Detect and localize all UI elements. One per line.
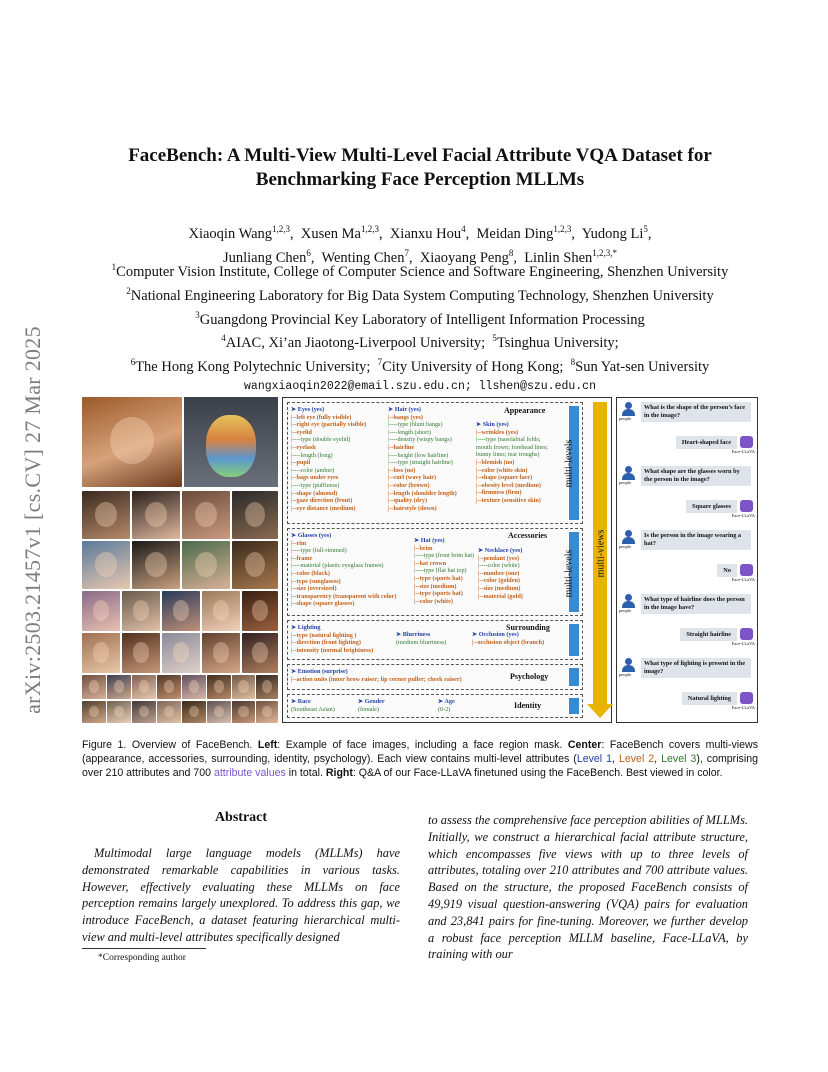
arxiv-id: arXiv:2503.21457v1 [cs.CV] 27 Mar 2025	[20, 326, 45, 714]
qa-question: What type of hairline does the person in the image have?	[641, 594, 751, 614]
attribute-entry: ➤ Hair (yes)	[388, 406, 421, 413]
attribute-entry: |--frame	[291, 554, 313, 562]
caption-fragment: Left	[257, 739, 278, 751]
attribute-entry: |----color (amber)	[291, 466, 335, 474]
attribute-entry: |--texture (sensitive skin)	[476, 496, 541, 504]
emotion-attributes	[291, 668, 462, 683]
face-llava-label: Face-LLaVA	[731, 513, 755, 518]
author-affil-sup: 8	[508, 247, 514, 258]
face-llava-label: Face-LLaVA	[731, 641, 755, 646]
caption-fragment: attribute values	[213, 767, 286, 779]
person-icon	[619, 530, 635, 549]
occlusion-attributes	[472, 631, 544, 646]
age-attributes	[438, 698, 455, 713]
affiliation-line-5: $^6$The Hong Kong Polytechnic University; $^7$City University of Hong Kong; $^8$Sun Yat-sen University	[130, 357, 710, 376]
skin-attributes	[476, 421, 548, 505]
hair-attributes	[388, 406, 457, 512]
face-image	[202, 591, 240, 631]
face-image	[157, 701, 181, 723]
author-affil-sup: 1,2,3	[272, 224, 291, 234]
attribute-entry: |----type (full-rimmed)	[291, 547, 347, 555]
hat-attributes	[414, 537, 474, 605]
caption-fragment: : FaceBench covers multi-views (appearance, accessories, surrounding, identity, psychology). Each view contains multi-level attributes (	[82, 739, 759, 765]
face-image	[182, 701, 206, 723]
abstract-text-left: Multimodal large language models (MLLMs) have demonstrated remarkable capabilities in various tasks. However, effectively evaluating these MLLMs on face perception remains largely unexplored. To address this gap, we introduce FaceBench, a dataset featuring hierarchical multi-view and multi-level attributes specifically designed	[82, 846, 400, 944]
attribute-entry: ➤ Race	[291, 698, 311, 705]
attribute-entry: |--occlusion object (branch)	[472, 638, 545, 646]
face-llava-label: Face-LLaVA	[731, 577, 755, 582]
title-line-2: Benchmarking Face Perception MLLMs	[255, 169, 585, 190]
face-image	[182, 675, 206, 699]
caption-fragment: Right	[325, 767, 353, 779]
attribute-entry: (female)	[358, 705, 379, 713]
affiliations	[70, 258, 770, 396]
attribute-entry: ➤ Gender	[358, 698, 385, 705]
attribute-entry: |--hat crown	[414, 559, 447, 567]
author-affil-sup: 4	[461, 224, 466, 234]
panel-title-identity: Identity	[514, 701, 542, 710]
attribute-entry: |--loss (no)	[388, 466, 416, 474]
face-image	[232, 675, 255, 699]
attribute-entry: |--action units (inner brow raiser; lip corner puller; cheek raiser)	[291, 675, 462, 683]
attribute-entry: |--brim	[414, 544, 433, 552]
figure-caption	[82, 738, 758, 780]
face-image	[82, 491, 130, 539]
face-image	[256, 675, 278, 699]
affiliation: $^1$Computer Vision Institute, College of Computer Science and Software Engineering, Shenzhen University	[111, 262, 729, 280]
person-icon	[619, 402, 635, 421]
face-llava-robot-icon	[731, 564, 755, 582]
face-image	[162, 591, 200, 631]
paper-title	[80, 144, 760, 192]
multi-views-arrowhead	[587, 704, 613, 718]
attribute-entry: |--material (gold)	[478, 592, 523, 600]
race-attributes	[291, 698, 335, 713]
face-image	[207, 675, 231, 699]
author-affil-sup: 1,2,3	[553, 224, 572, 234]
qa-answer: Square glasses	[686, 500, 737, 513]
face-image	[82, 701, 106, 723]
panel-title-appearance: Appearance	[504, 406, 546, 415]
attribute-entry: |--direction (front lighting)	[291, 639, 361, 647]
qa-answer: Straight hairline	[680, 628, 737, 641]
attribute-entry: |--number (one)	[478, 569, 520, 577]
attribute-entry: |--shape (almond)	[291, 489, 338, 497]
attribute-entry: |--curl (wavy hair)	[388, 474, 437, 482]
author-affil-sup: 7	[404, 247, 409, 258]
necklace-attributes	[478, 547, 523, 600]
attribute-entry: |----length (short)	[388, 428, 431, 436]
attribute-entry: |----material (plastic eyeglass frames)	[291, 562, 384, 570]
author-name: Linlin Shen	[524, 249, 593, 266]
panel-title-psychology: Psychology	[510, 672, 549, 681]
people-label: people	[619, 608, 631, 613]
attribute-entry: (medium blurriness)	[396, 638, 447, 646]
person-icon	[619, 466, 635, 485]
affiliation-line-4: $^4$AIAC, Xi’an Jiaotong-Liverpool University; $^5$Tsinghua University;	[221, 333, 619, 352]
level-arrow-identity	[569, 698, 579, 714]
face-image	[202, 633, 240, 673]
authors-line-1: Xiaoqin Wang$^{1,2,3}$, Xusen Ma$^{1,2,3}$, Xianxu Hou$^4$, Meidan Ding$^{1,2,3}$, Yudong Li$^5$,	[188, 224, 652, 242]
attribute-entry: |--wrinkles (yes)	[476, 428, 519, 436]
person-icon	[619, 658, 635, 677]
attribute-entry: |----type (flat hat top)	[414, 567, 467, 575]
attribute-entry: |----type (puffiness)	[291, 481, 340, 489]
attribute-entry: |--color (golden)	[478, 577, 520, 585]
qa-answer: Natural lighting	[682, 692, 737, 705]
glasses-attributes	[291, 532, 396, 608]
attribute-entry: mouth frown; forehead lines;	[476, 443, 548, 451]
attribute-entry: |----type (front brim hat)	[414, 552, 475, 560]
author-affil-sup: 6	[306, 247, 311, 258]
level-arrow-surrounding	[569, 624, 579, 656]
face-image	[132, 701, 156, 723]
attribute-entry: |--size (medium)	[478, 584, 521, 592]
attribute-entry: |--size (oversized)	[291, 585, 337, 593]
caption-fragment: : Q&A of our Face-LLaVA finetuned using the FaceBench. Best viewed in color.	[352, 767, 723, 779]
attribute-entry: ➤ Occlusion (yes)	[472, 631, 519, 638]
blurriness-attributes	[396, 631, 446, 646]
person-icon	[619, 594, 635, 613]
face-image	[232, 541, 278, 589]
author-name: Xiaoyang Peng	[419, 249, 509, 266]
author-name: Xianxu Hou	[389, 225, 462, 242]
abstract-text-right: to assess the comprehensive face perception abilities of MLLMs. Initially, we construct a hierarchical facial attribute structure, which encompasses five views with up to three levels of attributes, totaling over 210 attributes and 700 attribute values. Based on the structure, the proposed FaceBench consists of 49,919 visual question-answering (VQA) pairs for evaluation and 23,841 pairs for fine-tuning. Moreover, we further develop a robust face perception MLLM baseline, Face-LLaVA, by training with our	[428, 813, 748, 962]
attribute-entry: |--color (brown)	[388, 481, 430, 489]
face-image	[132, 675, 156, 699]
affiliation-list	[70, 258, 770, 329]
attribute-entry: |--size (medium)	[414, 582, 457, 590]
attribute-entry: |--hairline	[388, 443, 415, 451]
qa-answer: Heart-shaped face	[676, 436, 737, 449]
caption-fragment: Level 3	[661, 753, 697, 765]
attribute-entry: |--type (sports hat)	[414, 574, 463, 582]
attribute-entry: |--eye distance (medium)	[291, 504, 356, 512]
face-image	[82, 591, 120, 631]
face-llava-robot-icon	[731, 692, 755, 710]
caption-fragment: Center	[567, 739, 602, 751]
panel-title-accessories: Accessories	[508, 531, 548, 540]
attribute-entry: |----type (double eyelid)	[291, 436, 351, 444]
panel-psychology	[287, 664, 583, 690]
attribute-entry: |--type (natural lighting )	[291, 631, 357, 639]
people-label: people	[619, 480, 631, 485]
caption-fragment: ), comprising over 210 attributes and 700	[82, 753, 758, 779]
qa-question: What type of lighting is present in the image?	[641, 658, 751, 678]
face-image	[107, 675, 131, 699]
panel-appearance	[287, 402, 583, 524]
face-image	[157, 675, 181, 699]
panel-identity	[287, 694, 583, 718]
arxiv-stamp	[18, 280, 48, 760]
attribute-entry: |--shape (square glasses)	[291, 600, 355, 608]
face-image	[242, 633, 278, 673]
attribute-entry: |--pendant (yes)	[478, 554, 520, 562]
attribute-entry: |--length (shoulder length)	[388, 489, 457, 497]
title-line-1: FaceBench: A Multi-View Multi-Level Facial Attribute VQA Dataset for	[128, 145, 712, 166]
caption-fragment: Level 1	[576, 753, 613, 765]
author-name: Wenting Chen	[321, 249, 405, 266]
attribute-entry: |----type (blunt bangs)	[388, 421, 443, 429]
attribute-entry: ➤ Lighting	[291, 624, 321, 631]
face-image	[107, 701, 131, 723]
people-label: people	[619, 416, 631, 421]
attribute-entry: ➤ Necklace (yes)	[478, 547, 523, 554]
caption-fragment: ,	[612, 753, 619, 765]
caption-fragment: : Example of face images, including a face region mask.	[277, 739, 568, 751]
attribute-entry: |--transparency (transparent with color)	[291, 592, 397, 600]
face-image	[242, 591, 278, 631]
attribute-entry: |--color (black)	[291, 569, 330, 577]
face-llava-robot-icon	[731, 500, 755, 518]
caption-fragment: in total.	[285, 767, 326, 779]
face-region-mask	[184, 397, 278, 487]
face-image	[132, 491, 180, 539]
attribute-entry: |--quality (dry)	[388, 497, 428, 505]
attribute-entry: (0-2)	[438, 705, 451, 713]
attribute-entry: |----type (straight hairline)	[388, 459, 453, 467]
attribute-entry: |----color (white)	[478, 562, 520, 570]
attribute-entry: |--bangs (yes)	[388, 413, 423, 421]
attribute-entry: (Southeast Asian)	[291, 705, 335, 713]
attribute-entry: |--gaze direction (front)	[291, 497, 353, 505]
author-name: Meidan Ding	[476, 225, 554, 242]
qa-question: What is the shape of the person’s face in the image?	[641, 402, 751, 422]
author-name: Xusen Ma	[300, 225, 361, 242]
face-image	[82, 633, 120, 673]
qa-question: Is the person in the image wearing a hat?	[641, 530, 751, 550]
face-image	[132, 541, 180, 589]
multi-levels-label: multi-levels	[563, 439, 575, 488]
caption-fragment: Level 2	[618, 753, 655, 765]
attribute-entry: |--blemish (no)	[476, 458, 515, 466]
attribute-entry: |--eyelash	[291, 443, 316, 451]
attribute-entry: |--right eye (partially visible)	[291, 421, 367, 429]
attribute-entry: |--rim	[291, 539, 307, 547]
face-llava-robot-icon	[731, 628, 755, 646]
author-name: Yudong Li	[581, 225, 644, 242]
attribute-hierarchy	[282, 397, 612, 723]
attribute-entry: |--left eye (fully visible)	[291, 413, 352, 421]
people-label: people	[619, 544, 631, 549]
face-llava-label: Face-LLaVA	[731, 705, 755, 710]
attribute-entry: ➤ Hat (yes)	[414, 537, 445, 544]
face-image	[82, 541, 130, 589]
attribute-entry: |----density (wispy bangs)	[388, 436, 452, 444]
caption-fragment: Figure 1. Overview of FaceBench.	[82, 739, 258, 751]
face-llava-label: Face-LLaVA	[731, 449, 755, 454]
footnote: *Corresponding author	[98, 953, 186, 963]
face-image	[122, 591, 160, 631]
author-name: Xiaoqin Wang	[188, 225, 273, 242]
face-image-grid	[82, 397, 278, 723]
attribute-entry: |----length (long)	[291, 451, 333, 459]
footnote-rule	[82, 948, 206, 949]
affiliation: $^2$National Engineering Laboratory for Big Data System Computing Technology, Shenzhen University	[126, 285, 714, 304]
face-image	[256, 701, 278, 723]
panel-accessories	[287, 528, 583, 616]
attribute-entry: |--pupil	[291, 459, 311, 467]
attribute-entry: |--shape (square face)	[476, 474, 533, 482]
attribute-entry: |--firmness (firm)	[476, 489, 522, 497]
attribute-entry: ➤ Eyes (yes)	[291, 406, 325, 413]
author-name: Junliang Chen	[222, 249, 307, 266]
attribute-entry: |--obesity level (medium)	[476, 481, 541, 489]
author-affil-sup: 1,2,3,*	[592, 247, 618, 258]
panel-surrounding	[287, 620, 583, 660]
author-affil-sup: 5	[643, 224, 648, 234]
panel-title-surrounding: Surrounding	[506, 623, 550, 632]
affiliation: $^3$Guangdong Provincial Key Laboratory of Intelligent Information Processing	[195, 309, 645, 328]
attribute-entry: |--hairstyle (down)	[388, 504, 437, 512]
multi-levels-label: multi-levels	[563, 549, 575, 598]
attribute-entry: |--intensity (normal brightness)	[291, 646, 374, 654]
lighting-attributes	[291, 624, 373, 654]
abstract-heading: Abstract	[214, 810, 268, 825]
attribute-entry: ➤ Skin (yes)	[476, 421, 509, 428]
attribute-entry: ➤ Glasses (yes)	[291, 532, 332, 539]
qa-answer: No	[717, 564, 737, 577]
caption-fragment: ,	[654, 753, 662, 765]
attribute-entry: |----height (low hairline)	[388, 451, 449, 459]
multi-views-label: multi-views	[595, 529, 607, 578]
attribute-entry: |--bags under eyes	[291, 474, 339, 482]
attribute-entry: |--type (sunglasses)	[291, 577, 341, 585]
attribute-entry: ➤ Blurriness	[396, 631, 431, 638]
author-affil-sup: 1,2,3	[360, 224, 379, 234]
face-llava-robot-icon	[731, 436, 755, 454]
gender-attributes	[358, 698, 385, 713]
attribute-entry: |--eyelid	[291, 428, 312, 436]
face-image	[232, 701, 255, 723]
qa-question: What shape are the glasses worn by the person in the image?	[641, 466, 751, 486]
attribute-entry: |--type (sports hat)	[414, 590, 463, 598]
attribute-entry: |--color (white skin)	[476, 466, 528, 474]
eyes-attributes	[291, 406, 366, 512]
attribute-entry: |--color (white)	[414, 597, 453, 605]
attribute-entry: ➤ Age	[438, 698, 455, 705]
face-image	[82, 675, 106, 699]
figure-1	[82, 397, 758, 723]
level-arrow-psychology	[569, 668, 579, 686]
face-image	[122, 633, 160, 673]
qa-panel	[616, 397, 758, 723]
face-image	[162, 633, 200, 673]
face-image	[207, 701, 231, 723]
author-emails: wangxiaoqin2022@email.szu.edu.cn; llshen@szu.edu.cn	[244, 380, 596, 394]
face-image	[182, 541, 230, 589]
attribute-entry: |----type (nasolabial folds;	[476, 436, 541, 444]
people-label: people	[619, 672, 631, 677]
authors-line-2: Junliang Chen$^6$, Wenting Chen$^7$, Xiaoyang Peng$^8$, Linlin Shen$^{1,2,3,*}$	[222, 247, 618, 266]
face-image	[82, 397, 182, 487]
attribute-entry: ➤ Emotion (surprise)	[291, 668, 348, 675]
face-image	[182, 491, 230, 539]
face-image	[232, 491, 278, 539]
attribute-entry: bunny lines; tear troughs)	[476, 451, 540, 459]
